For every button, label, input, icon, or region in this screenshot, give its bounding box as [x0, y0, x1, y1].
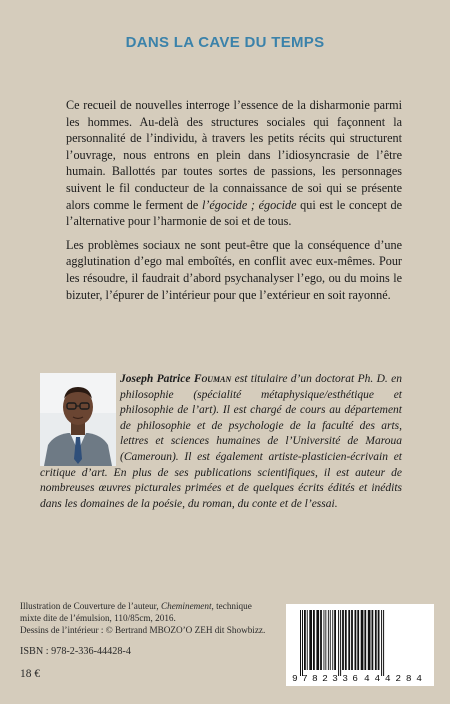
book-title: DANS LA CAVE DU TEMPS [125, 34, 325, 51]
barcode-bar [316, 610, 319, 670]
barcode-bar [304, 610, 306, 670]
price: 18 € [20, 668, 41, 680]
author-first-name: Joseph Patrice [120, 373, 194, 385]
bio-text: est titulaire d’un doctorat Ph. D. en philosophie (spécialité métaphysique/esthétique et philosophie de l’art). Il est chargé de cours au département de philosophie et de psychologie de la faculté des arts, lettres et sciences humaines de l’Université de Maroua (Cameroun). Il est également artiste-plasticien-écrivain et critique d’art. En plus de ses publications scientifiques, il est auteur de nombreuses œuvres picturales primées et de quelques écrits édités et inédits dans les domaines de la poésie, du roman, du conte et de l’essai. [40, 373, 403, 510]
barcode-bar [355, 610, 357, 670]
barcode-bar [330, 610, 331, 670]
barcode-bar [324, 610, 325, 670]
barcode-bar [345, 610, 347, 670]
credits-text: , technique [211, 601, 252, 611]
barcode-bar [313, 610, 315, 670]
book-blurb [66, 97, 402, 303]
credits-artwork-title: Cheminement [160, 601, 212, 611]
author-name [120, 373, 231, 385]
isbn: ISBN : 978-2-336-44428-4 [20, 646, 131, 657]
barcode-bar [364, 610, 366, 670]
barcode-bar [383, 610, 384, 676]
barcode-bar [320, 610, 322, 670]
blurb-text: qui est le concept de l’alternative pour l’harmonie de soi et de tous. [66, 197, 402, 229]
blurb-emphasis: l’égocide ; égocide [201, 197, 297, 212]
credits-line-3: Dessins de l’intérieur : © Bertrand MBOZO’O ZEH dit Showbizz. [20, 625, 266, 635]
barcode-bar [351, 610, 353, 670]
blurb-paragraph-1 [66, 97, 402, 230]
barcode [286, 604, 434, 686]
barcode-bar [302, 610, 303, 676]
barcode-digits-right: 444284 [364, 673, 422, 684]
barcode-digit-first: 9 [292, 673, 298, 684]
author-bio [40, 372, 402, 512]
barcode-bar [332, 610, 333, 670]
barcode-bar [340, 610, 341, 676]
blurb-text: Ce recueil de nouvelles interroge l’essence de la disharmonie parmi les hommes. Au-delà des structures sociales qui façonnent la personnalité de l’individu, à travers les petits récits qui structurent l’ouvrage, nous entrons en plein dans l’idiosyncrasie de l’être humain. Ballottés par toutes sortes de passions, les personnages suivent le fil conducteur de la connaissance de soi qui se présente alors comme le ferment de [66, 98, 402, 212]
barcode-bar [342, 610, 344, 670]
illustration-credits [20, 600, 275, 636]
barcode-bar [348, 610, 350, 670]
barcode-bar [361, 610, 364, 670]
barcode-bar [328, 610, 329, 670]
barcode-bar [368, 610, 371, 670]
barcode-bar [307, 610, 308, 670]
barcode-bar [300, 610, 301, 676]
credits-text: Illustration de Couverture de l’auteur, [20, 601, 161, 611]
barcode-bar [338, 610, 339, 676]
author-last-name: Fouman [193, 373, 232, 385]
barcode-bar [325, 610, 326, 670]
barcode-bar [309, 610, 312, 670]
photo-spacer [40, 372, 120, 464]
barcode-bar [334, 610, 336, 670]
credits-line-2: mixte dite de l’émulsion, 110/85cm, 2016. [20, 613, 176, 623]
barcode-bar [381, 610, 382, 676]
barcode-bars [300, 610, 384, 676]
blurb-paragraph-2: Les problèmes sociaux ne sont peut-être que la conséquence d’une agglutination d’ego mal emboîtés, en conflit avec eux-mêmes. Pour les résoudre, il faudrait d’abord psychanalyser l’ego, ou du moins le bizuter, l’épurer de l’intérieur pour que l’extérieur en soit rayonné. [66, 237, 402, 302]
barcode-bar [378, 610, 380, 670]
barcode-digits-left: 782336 [302, 673, 358, 684]
barcode-image [286, 604, 434, 686]
barcode-bar [357, 610, 359, 670]
barcode-bar [372, 610, 374, 670]
credits-line-1 [20, 600, 275, 612]
barcode-bar [375, 610, 377, 670]
